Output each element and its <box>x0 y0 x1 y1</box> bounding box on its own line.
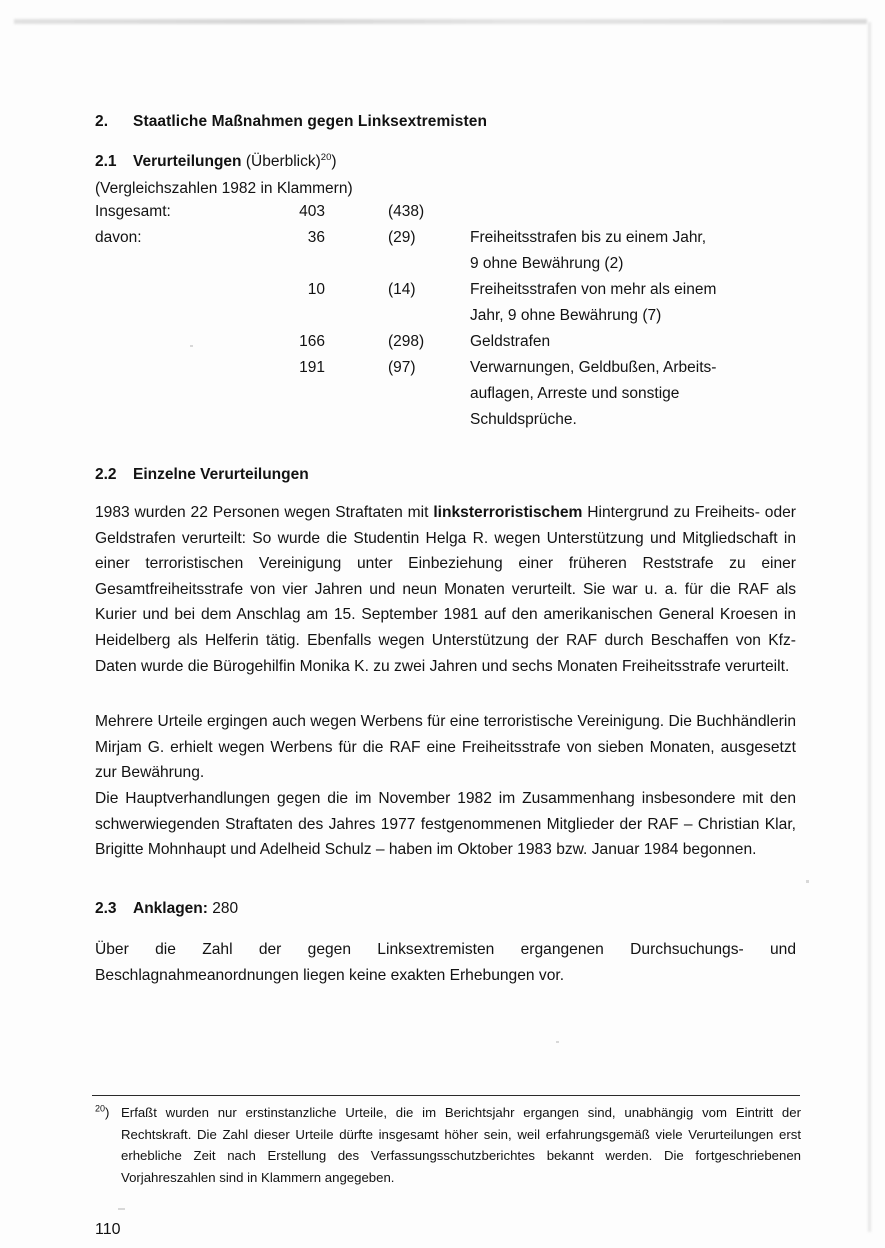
page-number: 110 <box>95 1221 121 1238</box>
paragraph-text-after-bold: Hintergrund zu Freiheits- oder Geldstrafen verurteilt: So wurde die Studentin Helga R. wegen Unterstützung und Mitgliedschaft in einer terroristischen Vereinigung unter Einbeziehung einer früheren Reststrafe zu einer Gesamtfreiheitsstrafe von vier Jahren und neun Monaten verurteilt. Sie war u. a. für die RAF als Kurier und bei dem Anschlag am 15. September 1981 auf den amerikanischen General Kroesen in Heidelberg als Helferin tätig. Ebenfalls wegen Unterstützung der RAF durch Beschaffen von Kfz-Daten wurde die Bürogehilfin Monika K. zu zwei Jahren und sechs Monaten Freiheitsstrafe verurteilt. <box>95 504 796 675</box>
footnote-marker-paren: ) <box>105 1105 110 1120</box>
paragraph-text: Über die Zahl der gegen Linksextremisten ergangenen Durchsuchungs- und Beschlagnahmeanordnungen liegen keine exakten Erhebungen vor. <box>95 941 796 984</box>
stats-row-description-line: 9 ohne Bewährung (2) <box>470 255 624 272</box>
stats-row-value: 403 <box>299 203 325 220</box>
stats-row-description: Freiheitsstrafen bis zu einem Jahr, <box>470 229 707 246</box>
stats-row-description-line: Jahr, 9 ohne Bewährung (7) <box>470 307 662 324</box>
stats-row <box>95 203 795 229</box>
paragraph-text-before-bold: 1983 wurden 22 Personen wegen Straftaten mit <box>95 504 434 521</box>
footnote-block <box>95 1102 801 1188</box>
stats-row <box>95 359 795 385</box>
stats-row-value: 166 <box>299 333 325 350</box>
stats-row-comparison: (97) <box>388 359 416 376</box>
footnote-marker <box>95 1102 121 1124</box>
stats-row-comparison: (29) <box>388 229 416 246</box>
section-title-2-3: Anklagen: <box>133 900 208 917</box>
footnote-marker-number: 20 <box>95 1103 106 1114</box>
section-heading-2-3 <box>95 900 238 918</box>
stats-row-continuation <box>95 411 795 437</box>
stats-row <box>95 229 795 255</box>
convictions-stats-table <box>95 203 795 437</box>
paragraph-text: Die Hauptverhandlungen gegen die im November 1982 im Zusammenhang insbesondere mit den schwerwiegenden Straftaten des Jahres 1977 festgenommenen Mitglieder der RAF – Christian Klar, Brigitte Mohnhaupt und Adelheid Schulz – haben im Oktober 1983 bzw. Januar 1984 begonnen. <box>95 790 796 859</box>
section-heading-2-2 <box>95 466 309 484</box>
scan-speck <box>806 880 809 883</box>
section-2-1-suffix-close: ) <box>331 153 337 170</box>
section-2-3-paragraph <box>95 937 796 988</box>
scan-edge-artifact-top <box>14 19 867 24</box>
stats-row-continuation <box>95 385 795 411</box>
section-title-2-1: Verurteilungen <box>133 153 242 170</box>
section-heading-2 <box>95 113 487 131</box>
stats-row-description: Geldstrafen <box>470 333 551 350</box>
stats-row-description-line: auflagen, Arreste und sonstige <box>470 385 680 402</box>
stats-row-comparison: (438) <box>388 203 425 220</box>
stats-row-description: Freiheitsstrafen von mehr als einem <box>470 281 717 298</box>
stats-row-label: davon: <box>95 229 142 246</box>
section-2-2-paragraph-3 <box>95 786 796 863</box>
section-number-2-1: 2.1 <box>95 153 117 170</box>
scan-speck <box>556 1041 559 1043</box>
stats-row-value: 36 <box>307 229 325 246</box>
scan-speck <box>118 1208 125 1210</box>
section-heading-2-1 <box>95 153 337 171</box>
stats-row-description: Verwarnungen, Geldbußen, Arbeits- <box>470 359 717 376</box>
section-2-1-suffix: (Überblick) <box>245 153 321 170</box>
section-number-2-3: 2.3 <box>95 900 117 917</box>
emphasis-linksterroristischem: linksterroristischem <box>433 504 583 521</box>
stats-row-continuation <box>95 255 795 281</box>
stats-row-label: Insgesamt: <box>95 203 171 220</box>
footnote-reference-20: 20 <box>320 151 332 163</box>
stats-row-description-line: Schuldsprüche. <box>470 411 577 428</box>
scan-edge-artifact-right <box>868 22 871 1232</box>
stats-row-continuation <box>95 307 795 333</box>
section-number-2: 2. <box>95 113 109 130</box>
stats-row <box>95 333 795 359</box>
section-title-2-2: Einzelne Verurteilungen <box>133 466 309 483</box>
stats-row-comparison: (14) <box>388 281 416 298</box>
stats-row-value: 191 <box>299 359 325 376</box>
stats-row-value: 10 <box>307 281 325 298</box>
comparison-note: (Vergleichszahlen 1982 in Klammern) <box>95 180 353 197</box>
footnote-text: Erfaßt wurden nur erstinstanzliche Urteile, die im Berichtsjahr ergangen sind, unabhängig vom Eintritt der Rechtskraft. Die Zahl dieser Urteile dürfte insgesamt höher sein, weil erfahrungsgemäß viele Verurteilungen erst erhebliche Zeit nach Erstellung des Verfassungsschutzberichtes bekannt werden. Die fortgeschriebenen Vorjahreszahlen sind in Klammern angegeben. <box>121 1105 801 1185</box>
section-2-1-subtitle <box>95 180 353 198</box>
stats-row-comparison: (298) <box>388 333 425 350</box>
section-2-2-paragraph-1 <box>95 500 796 679</box>
section-title-2: Staatliche Maßnahmen gegen Linksextremisten <box>133 113 488 130</box>
footnote-separator-rule <box>92 1095 800 1096</box>
section-2-2-paragraph-2 <box>95 709 796 786</box>
section-2-3-value: 280 <box>212 900 239 917</box>
paragraph-text: Mehrere Urteile ergingen auch wegen Werbens für eine terroristische Vereinigung. Die Buchhändlerin Mirjam G. erhielt wegen Werbens für die RAF eine Freiheitsstrafe von sieben Monaten, ausgesetzt zur Bewährung. <box>95 713 796 782</box>
section-number-2-2: 2.2 <box>95 466 117 483</box>
stats-row <box>95 281 795 307</box>
